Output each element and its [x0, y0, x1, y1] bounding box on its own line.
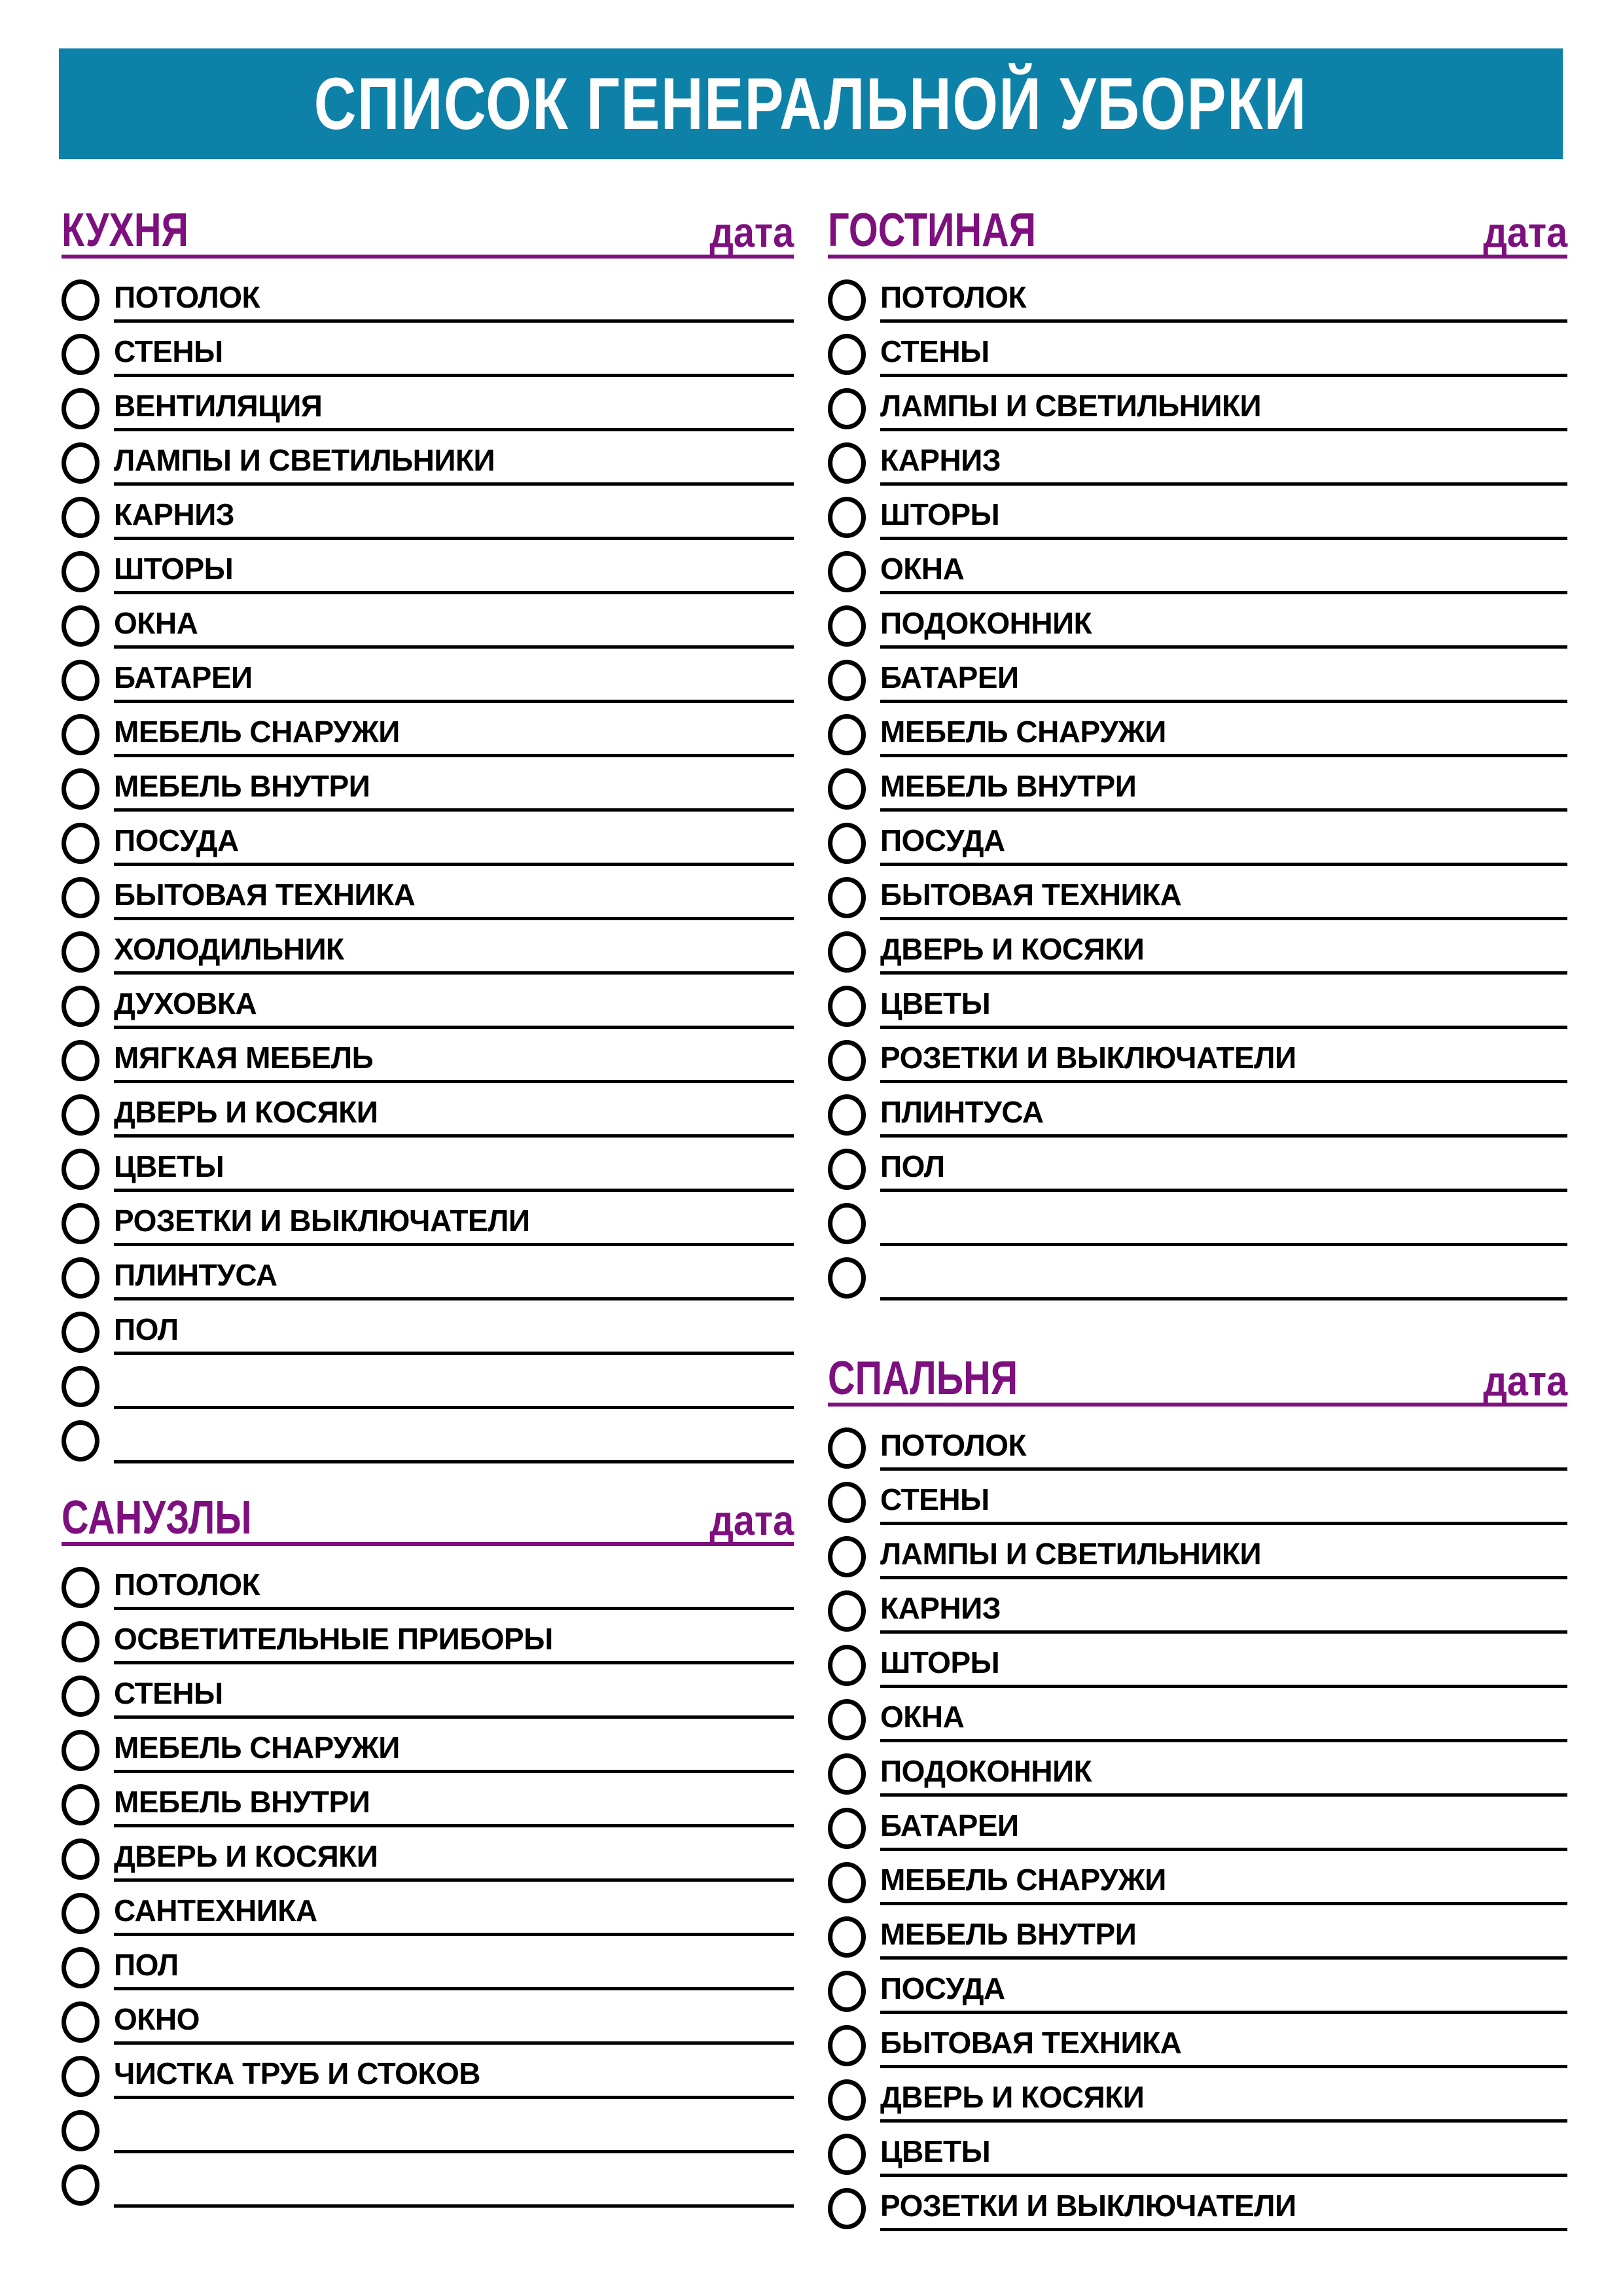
checkbox-circle-icon[interactable]: [62, 1784, 99, 1825]
section-header: [62, 1492, 794, 1546]
item-label: ДВЕРЬ И КОСЯКИ: [114, 1839, 378, 1874]
fill-in-line: [880, 591, 1567, 594]
item-label: ОКНО: [114, 2002, 200, 2037]
fill-in-line: [114, 2204, 794, 2208]
checkbox-circle-icon[interactable]: [828, 279, 866, 321]
checkbox-circle-icon[interactable]: [62, 1567, 99, 1608]
section-kitchen: [62, 205, 794, 1463]
item-label: ПОСУДА: [114, 823, 239, 858]
checkbox-circle-icon[interactable]: [828, 497, 866, 538]
checkbox-circle-icon[interactable]: [828, 605, 866, 647]
item-label: РОЗЕТКИ И ВЫКЛЮЧАТЕЛИ: [880, 1041, 1296, 1075]
item-label: КАРНИЗ: [114, 497, 235, 532]
date-label: дата: [1483, 209, 1567, 257]
checklist-row-kitchen-10: [62, 823, 794, 866]
section-title: КУХНЯ: [62, 204, 188, 257]
fill-in-line: [114, 1715, 794, 1719]
checklist-row-bedroom-6: [828, 1753, 1567, 1797]
fill-in-line: [114, 971, 794, 975]
date-label: дата: [709, 209, 794, 257]
checklist-row-bathrooms-1: [62, 1621, 794, 1664]
item-label: ЦВЕТЫ: [880, 986, 991, 1021]
item-label: КАРНИЗ: [880, 1591, 1001, 1626]
item-label: ПОСУДА: [880, 823, 1005, 858]
checklist-row-living-room-15: [828, 1094, 1567, 1138]
checkbox-circle-icon[interactable]: [828, 1536, 866, 1577]
checklist-row-kitchen-12: [62, 931, 794, 975]
checklist-row-living-room-1: [828, 334, 1567, 377]
fill-in-line: [880, 1467, 1567, 1471]
checkbox-circle-icon[interactable]: [828, 823, 866, 864]
item-label: ШТОРЫ: [880, 497, 1000, 532]
checkbox-circle-icon[interactable]: [828, 1427, 866, 1469]
fill-in-line: [114, 537, 794, 540]
checklist-row-kitchen-3: [62, 442, 794, 486]
fill-in-line: [880, 2174, 1567, 2177]
checklist-row-living-room-16: [828, 1149, 1567, 1192]
checklist-row-bedroom-13: [828, 2134, 1567, 2177]
checkbox-circle-icon[interactable]: [62, 1621, 99, 1662]
checkbox-circle-icon[interactable]: [62, 986, 99, 1027]
section-header: [62, 205, 794, 259]
fill-in-line: [880, 1848, 1567, 1851]
item-label: СТЕНЫ: [114, 334, 223, 369]
fill-in-line: [114, 1824, 794, 1827]
fill-in-line: [114, 1134, 794, 1138]
item-label: МЕБЕЛЬ ВНУТРИ: [114, 769, 370, 804]
checkbox-circle-icon[interactable]: [62, 1040, 99, 1081]
checklist-row-living-room-7: [828, 660, 1567, 703]
fill-in-line: [114, 863, 794, 866]
fill-in-line: [880, 2119, 1567, 2123]
checkbox-circle-icon[interactable]: [62, 1257, 99, 1299]
checkbox-circle-icon[interactable]: [828, 2188, 866, 2229]
page-title: СПИСОК ГЕНЕРАЛЬНОЙ УБОРКИ: [314, 62, 1308, 145]
item-label: ПЛИНТУСА: [114, 1258, 277, 1293]
item-label: ДВЕРЬ И КОСЯКИ: [114, 1095, 378, 1130]
fill-in-line: [880, 482, 1567, 486]
fill-in-line: [880, 808, 1567, 812]
checklist-row-kitchen-16: [62, 1149, 794, 1192]
item-label: МЕБЕЛЬ ВНУТРИ: [114, 1785, 370, 1820]
checklist-row-kitchen-6: [62, 605, 794, 649]
section-rows: [828, 279, 1567, 1300]
item-label: ПОТОЛОК: [880, 1428, 1027, 1463]
item-label: ПОТОЛОК: [114, 1568, 260, 1602]
fill-in-line: [114, 1607, 794, 1610]
checkbox-circle-icon[interactable]: [828, 1482, 866, 1523]
item-label: ПОСУДА: [880, 1971, 1005, 2006]
checkbox-circle-icon[interactable]: [62, 1839, 99, 1880]
fill-in-line: [880, 700, 1567, 703]
item-label: ЦВЕТЫ: [114, 1149, 224, 1184]
fill-in-line: [880, 1134, 1567, 1138]
item-label: ЦВЕТЫ: [880, 2134, 991, 2169]
item-label: ПОТОЛОК: [880, 280, 1027, 315]
item-label: ЛАМПЫ И СВЕТИЛЬНИКИ: [880, 389, 1262, 423]
item-label: ДВЕРЬ И КОСЯКИ: [880, 2080, 1145, 2115]
checklist-row-bathrooms-blank-10: [62, 2110, 794, 2153]
checkbox-circle-icon[interactable]: [62, 1676, 99, 1717]
checkbox-circle-icon[interactable]: [62, 497, 99, 538]
section-title: ГОСТИНАЯ: [828, 204, 1037, 257]
checklist-row-bedroom-5: [828, 1699, 1567, 1742]
checkbox-circle-icon[interactable]: [62, 1730, 99, 1771]
fill-in-line: [880, 1576, 1567, 1579]
checklist-row-bedroom-14: [828, 2188, 1567, 2231]
checkbox-circle-icon[interactable]: [828, 877, 866, 918]
item-label: РОЗЕТКИ И ВЫКЛЮЧАТЕЛИ: [114, 1204, 530, 1238]
item-label: ЧИСТКА ТРУБ И СТОКОВ: [114, 2056, 480, 2091]
fill-in-line: [114, 645, 794, 649]
checklist-row-bedroom-2: [828, 1536, 1567, 1579]
checklist-row-kitchen-9: [62, 768, 794, 812]
checklist-row-kitchen-blank-20: [62, 1366, 794, 1409]
checklist-row-bedroom-10: [828, 1971, 1567, 2014]
checklist-row-kitchen-14: [62, 1040, 794, 1083]
fill-in-line: [114, 1297, 794, 1300]
checkbox-circle-icon[interactable]: [828, 714, 866, 755]
checkbox-circle-icon[interactable]: [62, 279, 99, 321]
checklist-row-bedroom-0: [828, 1427, 1567, 1471]
fill-in-line: [114, 1352, 794, 1355]
checkbox-circle-icon[interactable]: [62, 1893, 99, 1934]
item-label: КАРНИЗ: [880, 443, 1001, 478]
item-label: ШТОРЫ: [880, 1645, 1000, 1680]
checklist-row-living-room-11: [828, 877, 1567, 920]
item-label: ПОТОЛОК: [114, 280, 260, 315]
item-label: МЕБЕЛЬ ВНУТРИ: [880, 1917, 1137, 1952]
item-label: ОКНА: [880, 1700, 965, 1734]
checkbox-circle-icon[interactable]: [62, 931, 99, 973]
item-label: МЕБЕЛЬ СНАРУЖИ: [114, 1731, 400, 1765]
fill-in-line: [114, 1080, 794, 1083]
fill-in-line: [114, 1243, 794, 1246]
checkbox-circle-icon[interactable]: [62, 768, 99, 810]
checklist-row-bathrooms-4: [62, 1784, 794, 1827]
checkbox-circle-icon[interactable]: [828, 1040, 866, 1081]
checkbox-circle-icon[interactable]: [62, 2110, 99, 2151]
checklist-row-kitchen-18: [62, 1257, 794, 1300]
fill-in-line: [114, 428, 794, 431]
checkbox-circle-icon[interactable]: [62, 388, 99, 429]
item-label: БАТАРЕИ: [880, 660, 1019, 695]
checkbox-circle-icon[interactable]: [62, 1366, 99, 1407]
section-rows: [62, 1567, 794, 2208]
fill-in-line: [114, 1878, 794, 1882]
checkbox-circle-icon[interactable]: [62, 2001, 99, 2043]
fill-in-line: [880, 754, 1567, 757]
checklist-row-kitchen-0: [62, 279, 794, 323]
item-label: СТЕНЫ: [114, 1676, 223, 1711]
checkbox-circle-icon[interactable]: [62, 605, 99, 647]
item-label: ПОЛ: [114, 1948, 179, 1982]
checkbox-circle-icon[interactable]: [62, 1947, 99, 1988]
fill-in-line: [114, 1661, 794, 1664]
item-label: МЯГКАЯ МЕБЕЛЬ: [114, 1041, 374, 1075]
checklist-row-bedroom-1: [828, 1482, 1567, 1525]
item-label: МЕБЕЛЬ СНАРУЖИ: [880, 715, 1166, 749]
checklist-row-bathrooms-5: [62, 1839, 794, 1882]
fill-in-line: [880, 971, 1567, 975]
item-label: РОЗЕТКИ И ВЫКЛЮЧАТЕЛИ: [880, 2189, 1296, 2223]
checklist-row-living-room-6: [828, 605, 1567, 649]
item-label: БАТАРЕИ: [114, 660, 253, 695]
item-label: МЕБЕЛЬ СНАРУЖИ: [880, 1863, 1166, 1897]
checklist-row-bathrooms-7: [62, 1947, 794, 1990]
fill-in-line: [880, 1902, 1567, 1905]
checklist-row-kitchen-8: [62, 714, 794, 757]
checklist-row-living-room-4: [828, 497, 1567, 540]
checkbox-circle-icon[interactable]: [828, 1590, 866, 1632]
checklist-row-bathrooms-2: [62, 1676, 794, 1719]
checklist-row-kitchen-blank-21: [62, 1420, 794, 1463]
checkbox-circle-icon[interactable]: [62, 1094, 99, 1136]
checklist-row-kitchen-2: [62, 388, 794, 431]
fill-in-line: [880, 2011, 1567, 2014]
checklist-row-living-room-12: [828, 931, 1567, 975]
fill-in-line: [880, 917, 1567, 920]
item-label: ДУХОВКА: [114, 986, 257, 1021]
fill-in-line: [114, 700, 794, 703]
checkbox-circle-icon[interactable]: [828, 2025, 866, 2066]
checklist-row-living-room-0: [828, 279, 1567, 323]
item-label: ПОДОКОННИК: [880, 1754, 1092, 1789]
checklist-row-bathrooms-8: [62, 2001, 794, 2045]
item-label: МЕБЕЛЬ СНАРУЖИ: [114, 715, 400, 749]
fill-in-line: [114, 1189, 794, 1192]
item-label: БАТАРЕИ: [880, 1808, 1019, 1843]
checklist-row-bedroom-8: [828, 1862, 1567, 1905]
item-label: ШТОРЫ: [114, 552, 234, 586]
item-label: ВЕНТИЛЯЦИЯ: [114, 389, 323, 423]
fill-in-line: [114, 1770, 794, 1773]
fill-in-line: [880, 2065, 1567, 2068]
checkbox-circle-icon[interactable]: [828, 660, 866, 701]
checkbox-circle-icon[interactable]: [62, 2164, 99, 2206]
checklist-row-living-room-8: [828, 714, 1567, 757]
checklist-row-kitchen-11: [62, 877, 794, 920]
checkbox-circle-icon[interactable]: [828, 986, 866, 1027]
checkbox-circle-icon[interactable]: [828, 1753, 866, 1795]
checklist-row-kitchen-4: [62, 497, 794, 540]
checkbox-circle-icon[interactable]: [828, 1971, 866, 2012]
checklist-row-kitchen-13: [62, 986, 794, 1029]
checklist-row-bathrooms-0: [62, 1567, 794, 1610]
fill-in-line: [114, 2041, 794, 2045]
checklist-row-kitchen-5: [62, 551, 794, 594]
section-header: [828, 1353, 1567, 1407]
section-title: САНУЗЛЫ: [62, 1492, 252, 1545]
fill-in-line: [880, 1630, 1567, 1634]
item-label: ХОЛОДИЛЬНИК: [114, 932, 344, 967]
fill-in-line: [880, 319, 1567, 323]
fill-in-line: [114, 808, 794, 812]
checkbox-circle-icon[interactable]: [828, 442, 866, 484]
section-title: СПАЛЬНЯ: [828, 1352, 1018, 1405]
fill-in-line: [880, 863, 1567, 866]
checkbox-circle-icon[interactable]: [62, 823, 99, 864]
checklist-row-living-room-blank-17: [828, 1203, 1567, 1246]
checklist-row-living-room-10: [828, 823, 1567, 866]
checkbox-circle-icon[interactable]: [828, 1645, 866, 1686]
checkbox-circle-icon[interactable]: [62, 660, 99, 701]
fill-in-line: [114, 319, 794, 323]
checkbox-circle-icon[interactable]: [828, 1149, 866, 1190]
checklist-row-living-room-5: [828, 551, 1567, 594]
checklist-row-living-room-blank-18: [828, 1257, 1567, 1300]
item-label: ОСВЕТИТЕЛЬНЫЕ ПРИБОРЫ: [114, 1622, 553, 1657]
fill-in-line: [880, 1189, 1567, 1192]
item-label: ПОЛ: [880, 1149, 945, 1184]
fill-in-line: [880, 1793, 1567, 1797]
checkbox-circle-icon[interactable]: [62, 551, 99, 592]
item-label: БЫТОВАЯ ТЕХНИКА: [880, 878, 1182, 912]
fill-in-line: [114, 1026, 794, 1029]
checkbox-circle-icon[interactable]: [828, 931, 866, 973]
checkbox-circle-icon[interactable]: [828, 1699, 866, 1740]
checkbox-circle-icon[interactable]: [62, 2056, 99, 2097]
right-column: [828, 205, 1567, 2242]
fill-in-line: [880, 537, 1567, 540]
checkbox-circle-icon[interactable]: [828, 1257, 866, 1299]
item-label: ДВЕРЬ И КОСЯКИ: [880, 932, 1145, 967]
fill-in-line: [114, 591, 794, 594]
checkbox-circle-icon[interactable]: [828, 2134, 866, 2175]
fill-in-line: [880, 1243, 1567, 1246]
item-label: ПЛИНТУСА: [880, 1095, 1044, 1130]
checklist-row-bathrooms-9: [62, 2056, 794, 2099]
item-label: МЕБЕЛЬ ВНУТРИ: [880, 769, 1137, 804]
checklist-row-bedroom-7: [828, 1808, 1567, 1851]
fill-in-line: [880, 1080, 1567, 1083]
fill-in-line: [880, 645, 1567, 649]
checkbox-circle-icon[interactable]: [62, 1420, 99, 1462]
fill-in-line: [880, 2228, 1567, 2231]
checkbox-circle-icon[interactable]: [828, 1916, 866, 1958]
checkbox-circle-icon[interactable]: [62, 1149, 99, 1190]
checkbox-circle-icon[interactable]: [62, 1203, 99, 1244]
fill-in-line: [880, 1739, 1567, 1742]
fill-in-line: [114, 482, 794, 486]
checklist-row-living-room-14: [828, 1040, 1567, 1083]
checklist-row-living-room-3: [828, 442, 1567, 486]
checkbox-circle-icon[interactable]: [828, 1094, 866, 1136]
checklist-row-living-room-2: [828, 388, 1567, 431]
fill-in-line: [114, 2096, 794, 2099]
checkbox-circle-icon[interactable]: [828, 1808, 866, 1849]
fill-in-line: [880, 428, 1567, 431]
section-rows: [828, 1427, 1567, 2231]
checkbox-circle-icon[interactable]: [62, 442, 99, 484]
section-bathrooms: [62, 1492, 794, 2208]
item-label: САНТЕХНИКА: [114, 1893, 317, 1928]
checkbox-circle-icon[interactable]: [828, 1862, 866, 1903]
item-label: ПОДОКОННИК: [880, 606, 1092, 641]
checklist-row-bathrooms-6: [62, 1893, 794, 1936]
checkbox-circle-icon[interactable]: [828, 768, 866, 810]
checkbox-circle-icon[interactable]: [828, 551, 866, 592]
checklist-row-kitchen-19: [62, 1312, 794, 1355]
checklist-row-bedroom-12: [828, 2079, 1567, 2123]
fill-in-line: [114, 1406, 794, 1409]
checklist-row-kitchen-17: [62, 1203, 794, 1246]
checkbox-circle-icon[interactable]: [62, 877, 99, 918]
checklist-row-kitchen-1: [62, 334, 794, 377]
checkbox-circle-icon[interactable]: [828, 2079, 866, 2121]
checkbox-circle-icon[interactable]: [62, 334, 99, 375]
fill-in-line: [880, 1522, 1567, 1525]
checkbox-circle-icon[interactable]: [62, 714, 99, 755]
checklist-row-bedroom-3: [828, 1590, 1567, 1634]
item-label: ЛАМПЫ И СВЕТИЛЬНИКИ: [114, 443, 495, 478]
fill-in-line: [880, 1956, 1567, 1960]
fill-in-line: [880, 1026, 1567, 1029]
item-label: ОКНА: [114, 606, 198, 641]
left-column: [62, 205, 794, 2219]
fill-in-line: [114, 374, 794, 377]
item-label: ЛАМПЫ И СВЕТИЛЬНИКИ: [880, 1537, 1262, 1571]
section-rows: [62, 279, 794, 1463]
checklist-row-kitchen-7: [62, 660, 794, 703]
checklist-row-bathrooms-3: [62, 1730, 794, 1773]
section-living-room: [828, 205, 1567, 1300]
date-label: дата: [1483, 1357, 1567, 1405]
date-label: дата: [709, 1496, 794, 1544]
checklist-row-bedroom-4: [828, 1645, 1567, 1688]
checkbox-circle-icon[interactable]: [828, 1203, 866, 1244]
fill-in-line: [880, 1685, 1567, 1688]
fill-in-line: [880, 374, 1567, 377]
fill-in-line: [114, 754, 794, 757]
checklist-row-living-room-13: [828, 986, 1567, 1029]
checklist-row-bedroom-9: [828, 1916, 1567, 1960]
checklist-row-bedroom-11: [828, 2025, 1567, 2068]
checklist-row-kitchen-15: [62, 1094, 794, 1138]
checklist-row-bathrooms-blank-11: [62, 2164, 794, 2208]
checkbox-circle-icon[interactable]: [62, 1312, 99, 1353]
fill-in-line: [114, 2150, 794, 2153]
item-label: СТЕНЫ: [880, 334, 990, 369]
item-label: СТЕНЫ: [880, 1482, 990, 1517]
item-label: БЫТОВАЯ ТЕХНИКА: [114, 878, 416, 912]
item-label: БЫТОВАЯ ТЕХНИКА: [880, 2026, 1182, 2060]
checklist-row-living-room-9: [828, 768, 1567, 812]
fill-in-line: [114, 1933, 794, 1936]
title-banner: [59, 48, 1563, 159]
fill-in-line: [114, 1460, 794, 1463]
section-bedroom: [828, 1353, 1567, 2231]
item-label: ПОЛ: [114, 1312, 179, 1347]
fill-in-line: [114, 1987, 794, 1990]
item-label: ОКНА: [880, 552, 965, 586]
section-header: [828, 205, 1567, 259]
fill-in-line: [114, 917, 794, 920]
checkbox-circle-icon[interactable]: [828, 334, 866, 375]
fill-in-line: [880, 1297, 1567, 1300]
checkbox-circle-icon[interactable]: [828, 388, 866, 429]
